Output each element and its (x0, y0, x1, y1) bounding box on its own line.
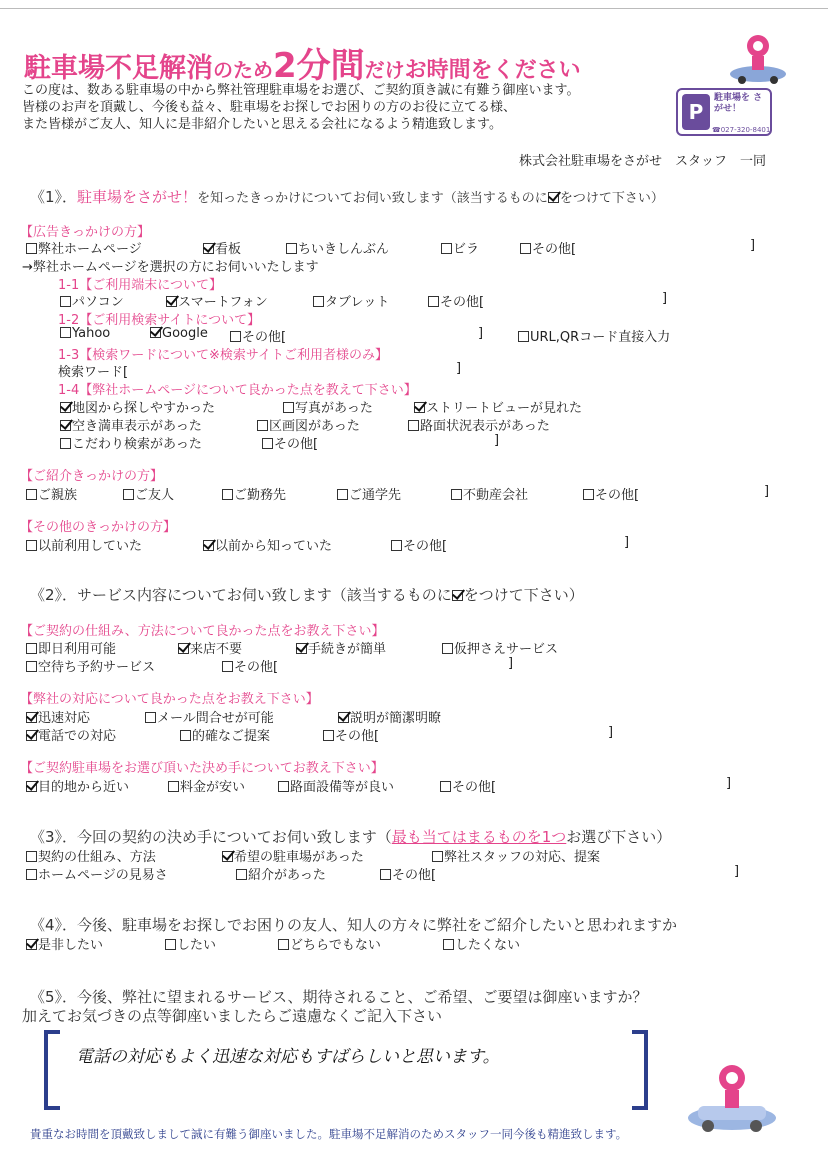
option-label: URL,QRコード直接入力 (530, 330, 671, 345)
checkbox-icon[interactable] (26, 489, 37, 500)
option-label: 迅速対応 (38, 711, 91, 726)
checkbox-checked-icon[interactable] (203, 540, 214, 551)
footer-text: 貴重なお時間を頂戴致しまして誠に有難う御座いました。駐車場不足解消のためスタッフ一同今後も精進致します。 (30, 1127, 628, 1141)
close-bracket: ] (478, 326, 484, 341)
checkbox-checked-icon[interactable] (26, 939, 37, 950)
checkbox-icon[interactable] (520, 243, 531, 254)
q1-pink-text: 駐車場をさがせ！ (77, 188, 198, 206)
checkbox-icon[interactable] (286, 243, 297, 254)
option-item[interactable] (518, 326, 670, 345)
q1-text-end: をつけて下さい） (559, 191, 664, 206)
checkbox-checked-icon[interactable] (166, 296, 177, 307)
checkbox-icon[interactable] (428, 296, 439, 307)
q3-text: 《3》．今回の契約の決め手についてお伺い致します（ (30, 828, 392, 846)
option-item[interactable] (168, 776, 245, 795)
checkbox-icon[interactable] (230, 331, 241, 342)
q2-text: 《2》．サービス内容についてお伺い致します（該当するものに (30, 586, 452, 604)
option-label: 空き満車表示があった (72, 419, 202, 434)
option-label: 不動産会社 (463, 488, 529, 503)
option-item[interactable] (230, 326, 286, 345)
title-part: だけ (364, 58, 405, 82)
checkbox-icon[interactable] (323, 730, 334, 741)
q2-title (30, 584, 584, 605)
checkbox-checked-icon[interactable] (222, 851, 233, 862)
option-label: その他[ (403, 539, 448, 554)
option-item[interactable] (296, 638, 386, 657)
option-label: 説明が簡潔明瞭 (350, 711, 442, 726)
option-item[interactable] (26, 707, 90, 726)
option-item[interactable] (337, 484, 401, 503)
option-label: パソコン (72, 295, 124, 310)
checkbox-checked-icon[interactable] (414, 402, 425, 413)
checkbox-icon[interactable] (408, 420, 419, 431)
option-label: Yahoo (72, 326, 111, 341)
q5-title: 《5》．今後、弊社に望まれるサービス、期待されること、ご希望、ご要望は御座いますか？ (30, 988, 648, 1006)
s13-header: 1-3【検索ワードについて※検索サイトご利用者様のみ】 (58, 348, 388, 363)
option-item[interactable] (178, 638, 242, 657)
title-part: 駐車場不足解消 (24, 53, 213, 84)
checkbox-icon[interactable] (283, 402, 294, 413)
checkbox-icon[interactable] (432, 851, 443, 862)
checkbox-icon[interactable] (262, 438, 273, 449)
option-label: 料金が安い (180, 780, 246, 795)
option-label: 即日利用可能 (38, 642, 117, 657)
checkbox-icon[interactable] (583, 489, 594, 500)
option-item[interactable] (443, 934, 520, 953)
option-label: 弊社スタッフの対応、提案 (444, 850, 601, 865)
option-label: 希望の駐車場があった (234, 850, 364, 865)
checkbox-icon[interactable] (165, 939, 176, 950)
option-label: 路面設備等が良い (290, 780, 395, 795)
checkbox-icon[interactable] (337, 489, 348, 500)
checkbox-icon[interactable] (236, 869, 247, 880)
intro-line: この度は、数ある駐車場の中から弊社管理駐車場をお選び、ご契約頂き誠に有難う御座います。 (22, 83, 580, 98)
option-item[interactable] (60, 326, 110, 341)
option-label: 是非したい (38, 938, 104, 953)
option-label: その他[ (452, 780, 497, 795)
mascot-car-icon (728, 30, 788, 84)
option-item[interactable] (338, 707, 441, 726)
checkbox-icon[interactable] (60, 327, 71, 338)
option-label: その他[ (392, 868, 437, 883)
handwritten-answer[interactable]: 電話の対応もよく迅速な対応もすばらしいと思います。 (76, 1047, 500, 1067)
checkbox-icon[interactable] (145, 712, 156, 723)
option-item[interactable] (408, 415, 550, 434)
checkbox-checked-icon[interactable] (296, 643, 307, 654)
option-label: ストリートビューが見れた (426, 401, 583, 416)
option-item[interactable] (26, 238, 142, 257)
option-item[interactable] (60, 415, 202, 434)
q4-title: 《4》．今後、駐車場をお探しでお困りの友人、知人の方々に弊社をご紹介したいと思われますか (30, 916, 678, 934)
logo-text: 駐車場を さがせ！ (714, 93, 763, 114)
option-item[interactable] (26, 638, 116, 657)
option-item[interactable] (441, 238, 479, 257)
intro-header: 【ご紹介きっかけの方】 (20, 469, 164, 484)
option-label: ご友人 (135, 488, 175, 503)
option-item[interactable] (26, 656, 155, 675)
checkbox-icon[interactable] (123, 489, 134, 500)
option-label: Google (162, 326, 208, 341)
option-label: その他[ (274, 437, 319, 452)
page-title (24, 38, 581, 87)
search-word-field[interactable]: 検索ワード[ (58, 365, 129, 380)
option-label: その他[ (440, 295, 485, 310)
option-item[interactable] (278, 934, 381, 953)
option-item[interactable] (166, 291, 268, 310)
checkbox-sample-icon (452, 590, 463, 601)
close-bracket: ] (662, 291, 668, 306)
checkbox-checked-icon[interactable] (60, 402, 71, 413)
other-header: 【その他のきっかけの方】 (20, 520, 177, 535)
option-label: こだわり検索があった (72, 437, 202, 452)
option-item[interactable] (26, 864, 168, 883)
option-item[interactable] (440, 776, 496, 795)
logo-mark: P (682, 94, 710, 130)
checkbox-checked-icon[interactable] (26, 730, 37, 741)
option-item[interactable] (283, 397, 373, 416)
answer-bracket-right (632, 1030, 648, 1110)
option-item[interactable] (222, 656, 278, 675)
q2-text-end: をつけて下さい） (463, 586, 584, 604)
option-label: 以前利用していた (38, 539, 143, 554)
option-label: 地図から探しやすかった (72, 401, 216, 416)
close-bracket: ] (726, 776, 732, 791)
option-item[interactable] (323, 725, 379, 744)
option-label: メール問合せが可能 (157, 711, 274, 726)
checkbox-icon[interactable] (278, 781, 289, 792)
option-label: 的確なご提案 (192, 729, 271, 744)
checkbox-icon[interactable] (222, 661, 233, 672)
option-item[interactable] (60, 397, 215, 416)
checkbox-icon[interactable] (257, 420, 268, 431)
checkbox-sample-icon (548, 192, 559, 203)
checkbox-icon[interactable] (26, 243, 37, 254)
option-label: ビラ (453, 242, 480, 257)
q1-number: 《1》． (30, 188, 78, 206)
q3-pink-text: 最も当てはまるものを1つ (391, 828, 567, 846)
checkbox-icon[interactable] (442, 643, 453, 654)
logo-tel: ☎027-320-8401 (712, 126, 771, 134)
checkbox-checked-icon[interactable] (26, 781, 37, 792)
close-bracket: ] (734, 864, 740, 879)
checkbox-icon[interactable] (391, 540, 402, 551)
option-label: 路面状況表示があった (420, 419, 550, 434)
close-bracket: ] (624, 535, 630, 550)
option-label: ご通学先 (349, 488, 402, 503)
checkbox-icon[interactable] (26, 851, 37, 862)
checkbox-icon[interactable] (60, 438, 71, 449)
option-item[interactable] (432, 846, 600, 865)
option-item[interactable] (26, 535, 142, 554)
option-item[interactable] (26, 846, 156, 865)
close-bracket: ] (750, 238, 756, 253)
q1-title (30, 186, 664, 207)
close-bracket: ] (764, 484, 770, 499)
checkbox-icon[interactable] (26, 661, 37, 672)
option-label: 来店不要 (190, 642, 243, 657)
option-item[interactable] (203, 535, 332, 554)
option-label: 空待ち予約サービス (38, 660, 156, 675)
option-label: その他[ (242, 330, 287, 345)
option-label: 手続きが簡単 (308, 642, 387, 657)
option-label: 看板 (215, 242, 242, 257)
option-label: 仮押さえサービス (454, 642, 559, 657)
close-bracket: ] (456, 361, 462, 376)
option-item[interactable] (428, 291, 484, 310)
option-label: 紹介があった (248, 868, 326, 883)
option-label: その他[ (532, 242, 577, 257)
checkbox-icon[interactable] (26, 540, 37, 551)
checkbox-icon[interactable] (168, 781, 179, 792)
hp-line: →弊社ホームページを選択の方にお伺いいたします (22, 260, 319, 275)
option-item[interactable] (451, 484, 528, 503)
option-item[interactable] (60, 433, 202, 452)
s12-header: 1-2【ご利用検索サイトについて】 (58, 313, 261, 328)
q5-title-line2: 加えてお気づきの点等御座いましたらご遠慮なくご記入下さい (22, 1007, 443, 1025)
option-label: その他[ (595, 488, 640, 503)
q1-text: を知ったきっかけについてお伺い致します（該当するものに (197, 191, 548, 206)
company-logo (676, 88, 772, 136)
close-bracket: ] (508, 656, 514, 671)
close-bracket: ] (608, 725, 614, 740)
option-label: ホームページの見易さ (38, 868, 168, 883)
checkbox-checked-icon[interactable] (150, 327, 161, 338)
q3-text-end: お選び下さい） (566, 828, 672, 846)
s11-header: 1-1【ご利用端末について】 (58, 278, 222, 293)
q3-title (30, 826, 671, 847)
option-item[interactable] (414, 397, 582, 416)
close-bracket: ] (494, 433, 500, 448)
option-item[interactable] (222, 846, 364, 865)
checkbox-icon[interactable] (518, 331, 529, 342)
checkbox-icon[interactable] (313, 296, 324, 307)
option-item[interactable] (313, 291, 389, 310)
option-label: 写真があった (295, 401, 373, 416)
company-name: 株式会社駐車場をさがせ スタッフ 一同 (518, 154, 766, 169)
option-item[interactable] (180, 725, 270, 744)
option-item[interactable] (26, 725, 116, 744)
answer-bracket-left (44, 1030, 60, 1110)
option-label: どちらでもない (290, 938, 381, 953)
ad-header: 【広告きっかけの方】 (20, 225, 151, 240)
checkbox-icon[interactable] (440, 781, 451, 792)
option-item[interactable] (391, 535, 447, 554)
option-label: スマートフォン (178, 295, 268, 310)
option-label: 以前から知っていた (215, 539, 333, 554)
option-item[interactable] (257, 415, 360, 434)
s14-header: 1-4【弊社ホームページについて良かった点を教えて下さい】 (58, 383, 417, 398)
option-item[interactable] (203, 238, 241, 257)
option-label: ちいきしんぶん (298, 242, 390, 257)
option-label: 弊社ホームページ (38, 242, 142, 257)
title-part: お時間をください (404, 58, 581, 83)
option-item[interactable] (262, 433, 318, 452)
option-item[interactable] (520, 238, 576, 257)
checkbox-checked-icon[interactable] (178, 643, 189, 654)
option-label: 電話での対応 (38, 729, 117, 744)
option-item[interactable] (222, 484, 286, 503)
option-item[interactable] (236, 864, 326, 883)
option-label: その他[ (335, 729, 380, 744)
option-item[interactable] (26, 776, 129, 795)
option-item[interactable] (165, 934, 216, 953)
option-item[interactable] (380, 864, 436, 883)
option-label: したくない (455, 938, 521, 953)
checkbox-checked-icon[interactable] (60, 420, 71, 431)
checkbox-checked-icon[interactable] (26, 712, 37, 723)
title-part: のため (213, 58, 273, 82)
option-label: ご親族 (38, 488, 78, 503)
option-label: タブレット (325, 295, 390, 310)
option-label: 目的地から近い (38, 780, 130, 795)
checkbox-icon[interactable] (60, 296, 71, 307)
option-label: その他[ (234, 660, 279, 675)
option-item[interactable] (278, 776, 394, 795)
option-item[interactable] (442, 638, 558, 657)
checkbox-icon[interactable] (222, 489, 233, 500)
checkbox-icon[interactable] (380, 869, 391, 880)
checkbox-checked-icon[interactable] (203, 243, 214, 254)
checkbox-icon[interactable] (180, 730, 191, 741)
option-item[interactable] (123, 484, 174, 503)
top-rule (0, 8, 828, 9)
mascot-car-icon (684, 1062, 780, 1134)
checkbox-icon[interactable] (278, 939, 289, 950)
intro-line: また皆様がご友人、知人に是非紹介したいと思える会社になるよう精進致します。 (22, 117, 502, 132)
q2-h1-header: 【ご契約の仕組み、方法について良かった点をお教え下さい】 (20, 624, 385, 639)
checkbox-icon[interactable] (26, 869, 37, 880)
checkbox-icon[interactable] (441, 243, 452, 254)
option-item[interactable] (26, 934, 103, 953)
checkbox-icon[interactable] (451, 489, 462, 500)
intro-line: 皆様のお声を頂戴し、今後も益々、駐車場をお探しでお困りの方のお役に立てる様、 (22, 100, 517, 115)
option-item[interactable] (150, 326, 208, 341)
option-item[interactable] (60, 291, 124, 310)
option-label: 区画図があった (269, 419, 360, 434)
option-item[interactable] (583, 484, 639, 503)
option-label: したい (177, 938, 217, 953)
checkbox-icon[interactable] (26, 643, 37, 654)
checkbox-checked-icon[interactable] (338, 712, 349, 723)
checkbox-icon[interactable] (443, 939, 454, 950)
intro-text (22, 82, 579, 133)
option-label: 契約の仕組み、方法 (38, 850, 156, 865)
q2-h3-header: 【ご契約駐車場をお選び頂いた決め手についてお教え下さい】 (20, 761, 384, 776)
q2-h2-header: 【弊社の対応について良かった点をお教え下さい】 (20, 692, 319, 707)
title-part: 2分間 (273, 46, 365, 86)
option-item[interactable] (286, 238, 389, 257)
option-label: ご勤務先 (234, 488, 287, 503)
option-item[interactable] (26, 484, 77, 503)
option-item[interactable] (145, 707, 274, 726)
